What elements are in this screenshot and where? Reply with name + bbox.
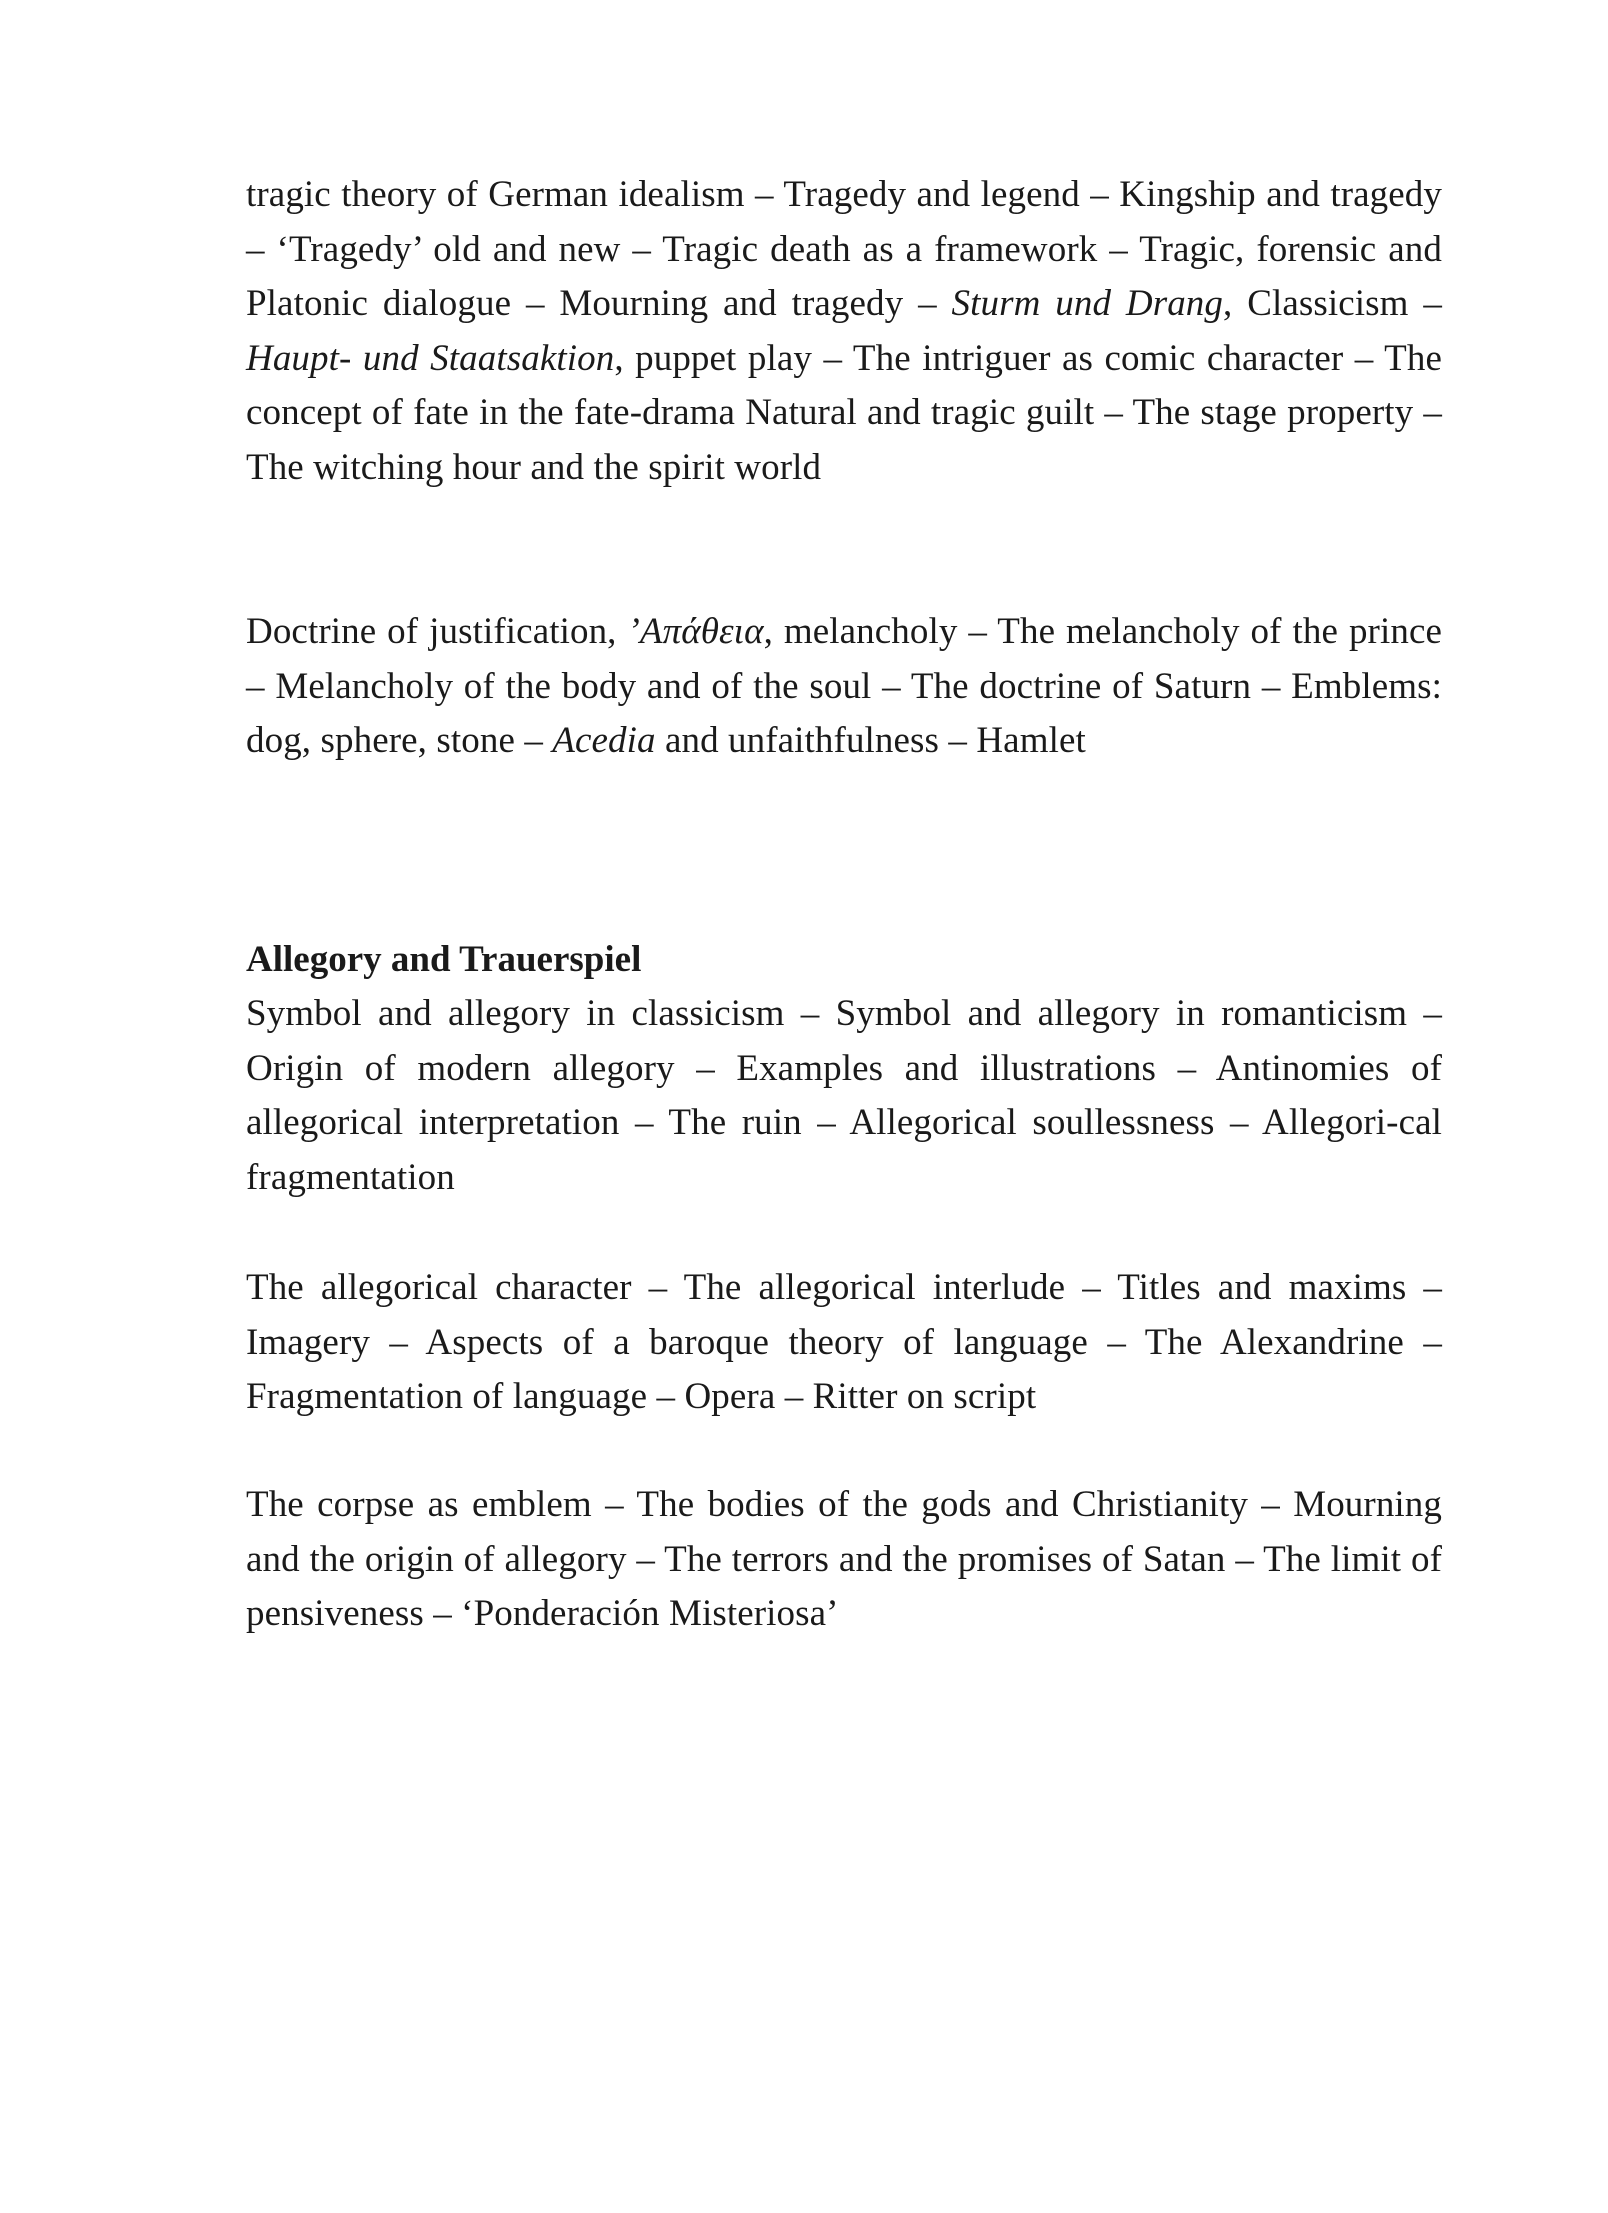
text-run-italic: Acedia [552,720,656,762]
contents-paragraph-symbol [246,987,1442,1205]
text-run: tragic theory of German idealism – Tragedy and legend – Kingship and tragedy – ‘Tragedy’ old and new – Tragic death as a framework – Tragic, forensic and Platonic dialogue – Mourning and tragedy – [246,174,1442,325]
text-run-italic: Sturm und Drang [951,283,1224,325]
text-run: Symbol and allegory in classicism – Symbol and allegory in romanticism – Origin of modern allegory – Examples and illustrations – Antinomies of allegorical interpretation – The ruin – Allegorical soullessness – Allegori-cal fragmentation [246,993,1442,1198]
text-run-italic: Haupt- und Staatsaktion [246,337,615,379]
text-run: The allegorical character – The allegorical interlude – Titles and maxims – Imagery – Aspects of a baroque theory of language – The Alexandrine – Fragmentation of language – Opera – Ritter on script [246,1267,1442,1418]
text-run: , Classicism – [1223,283,1442,325]
text-run-italic: ’Απάθεια [627,611,764,652]
text-run: , melancholy – The melancholy of the prince – Melancholy of the body and of the soul – The doctrine of Saturn – Emblems: dog, sphere, stone – [246,611,1442,762]
section-heading: Allegory and Trauerspiel [246,939,642,980]
text-run: The corpse as emblem – The bodies of the gods and Christianity – Mourning and the origin of allegory – The terrors and the promises of Satan – The limit of pensiveness – ‘Ponderación Misteriosa’ [246,1484,1442,1635]
contents-paragraph-tragedy [246,168,1442,496]
text-run: Doctrine of justification, [246,611,628,652]
contents-paragraph-melancholy [246,605,1442,769]
text-run: and unfaithfulness – Hamlet [655,720,1086,762]
contents-paragraph-character [246,1261,1442,1425]
text-run: , puppet play – The intriguer as comic character – The concept of fate in the fate-drama Natural and tragic guilt – The stage property – The witching hour and the spirit world [246,337,1442,488]
contents-paragraph-corpse [246,1478,1442,1642]
